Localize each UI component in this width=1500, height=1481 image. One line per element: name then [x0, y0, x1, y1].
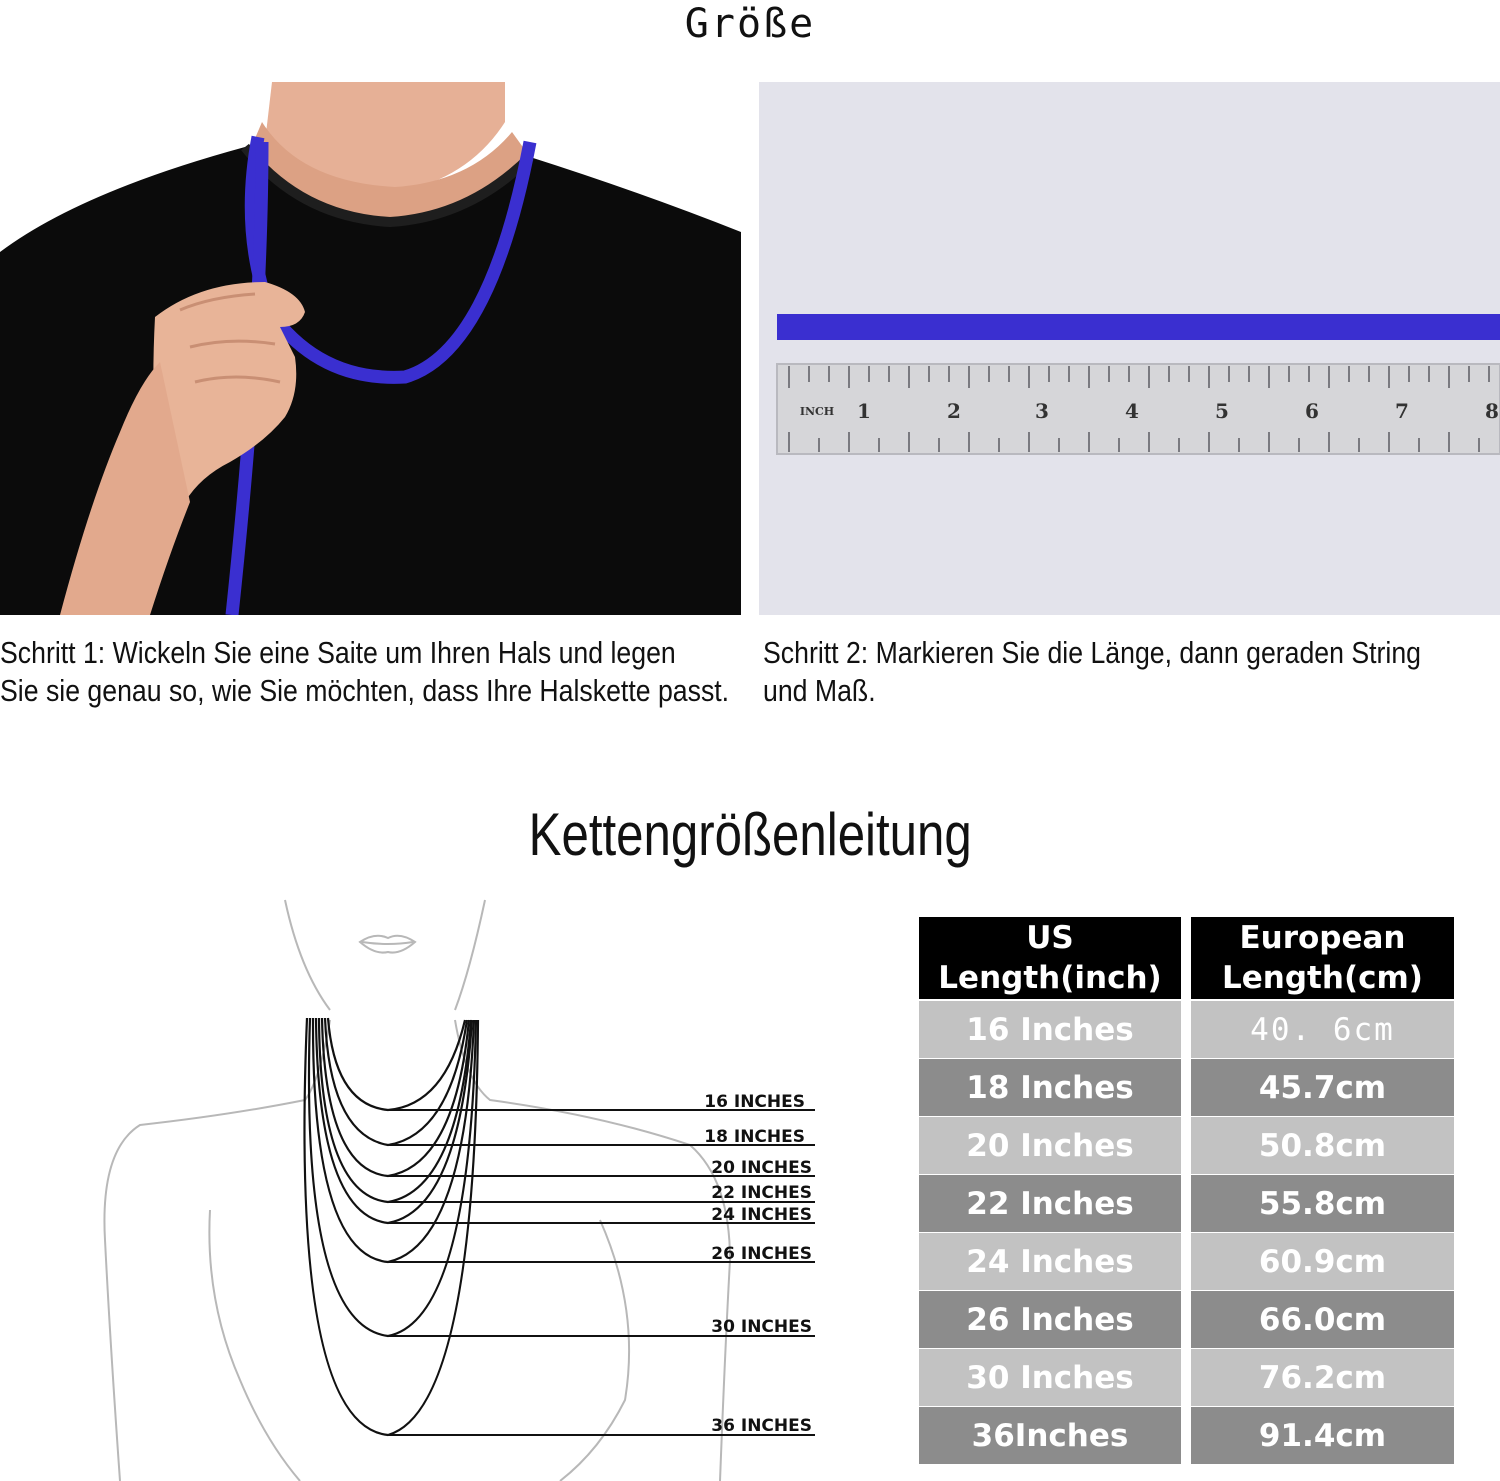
table-cell-us: 20 Inches: [919, 1117, 1181, 1174]
header-eu-line-1: European: [1239, 920, 1406, 956]
step-2-line-2: und Maß.: [763, 673, 876, 708]
ruler-number: 6: [1305, 399, 1319, 423]
diagram-label: 30 INCHES: [711, 1317, 812, 1337]
ruler-number: 4: [1125, 399, 1139, 423]
table-cell-eu: 76.2cm: [1191, 1349, 1454, 1406]
ruler-number: 2: [947, 399, 961, 423]
diagram-label: 16 INCHES: [704, 1092, 805, 1112]
table-cell-us: 16 Inches: [919, 1001, 1181, 1058]
table-header-eu: [1191, 917, 1454, 999]
table-cell-eu: 91.4cm: [1191, 1407, 1454, 1464]
ruler-number: 8: [1485, 399, 1499, 423]
diagram-label: 22 INCHES: [711, 1183, 812, 1203]
ruler-number: 7: [1395, 399, 1409, 423]
table-cell-eu: 55.8cm: [1191, 1175, 1454, 1232]
body-outline: [104, 900, 730, 1481]
diagram-label: 18 INCHES: [704, 1127, 805, 1147]
table-cell-eu: 45.7cm: [1191, 1059, 1454, 1116]
diagram-label: 26 INCHES: [711, 1244, 812, 1264]
step-1-line-2: Sie sie genau so, wie Sie möchten, dass Ihre Halskette passt.: [0, 673, 730, 708]
ruler-illustration: [759, 82, 1500, 615]
table-cell-us: 24 Inches: [919, 1233, 1181, 1290]
ruler-unit: INCH: [799, 405, 835, 418]
header-us-line-2: Length(inch): [938, 960, 1162, 996]
guide-title-text: Kettengrößenleitung: [528, 801, 972, 868]
table-cell-us: 18 Inches: [919, 1059, 1181, 1116]
step-1-text: [0, 634, 740, 710]
table-cell-us: 36Inches: [919, 1407, 1181, 1464]
guide-title: [0, 800, 1500, 869]
table-cell-us: 30 Inches: [919, 1349, 1181, 1406]
diagram-label: 24 INCHES: [711, 1205, 812, 1225]
step-2-text: [763, 634, 1500, 710]
diagram-label: 20 INCHES: [711, 1158, 812, 1178]
table-cell-eu: 50.8cm: [1191, 1117, 1454, 1174]
person-illustration: [0, 82, 741, 615]
photo-cord-around-neck: [0, 82, 741, 615]
straight-cord: [777, 314, 1500, 340]
necklace-length-diagram: [0, 880, 900, 1481]
table-cell-us: 26 Inches: [919, 1291, 1181, 1348]
header-eu-line-2: Length(cm): [1222, 960, 1423, 996]
ruler-number: 5: [1215, 399, 1229, 423]
page-title: Größe: [684, 1, 816, 47]
diagram-label: 36 INCHES: [711, 1416, 812, 1436]
table-cell-us: 22 Inches: [919, 1175, 1181, 1232]
table-cell-eu: 40. 6cm: [1191, 1001, 1454, 1058]
ruler-number: 1: [857, 399, 871, 423]
table-cell-eu: 60.9cm: [1191, 1233, 1454, 1290]
table-cell-eu: 66.0cm: [1191, 1291, 1454, 1348]
step-2-line-1: Schritt 2: Markieren Sie die Länge, dann geraden String: [763, 635, 1422, 670]
photo-cord-on-ruler: [759, 82, 1500, 615]
header-us-line-1: US: [1026, 920, 1074, 956]
step-1-line-1: Schritt 1: Wickeln Sie eine Saite um Ihren Hals und legen: [0, 635, 676, 670]
ruler-number: 3: [1035, 399, 1049, 423]
necklace-chains: [304, 1018, 478, 1435]
table-header-us: [919, 917, 1181, 999]
